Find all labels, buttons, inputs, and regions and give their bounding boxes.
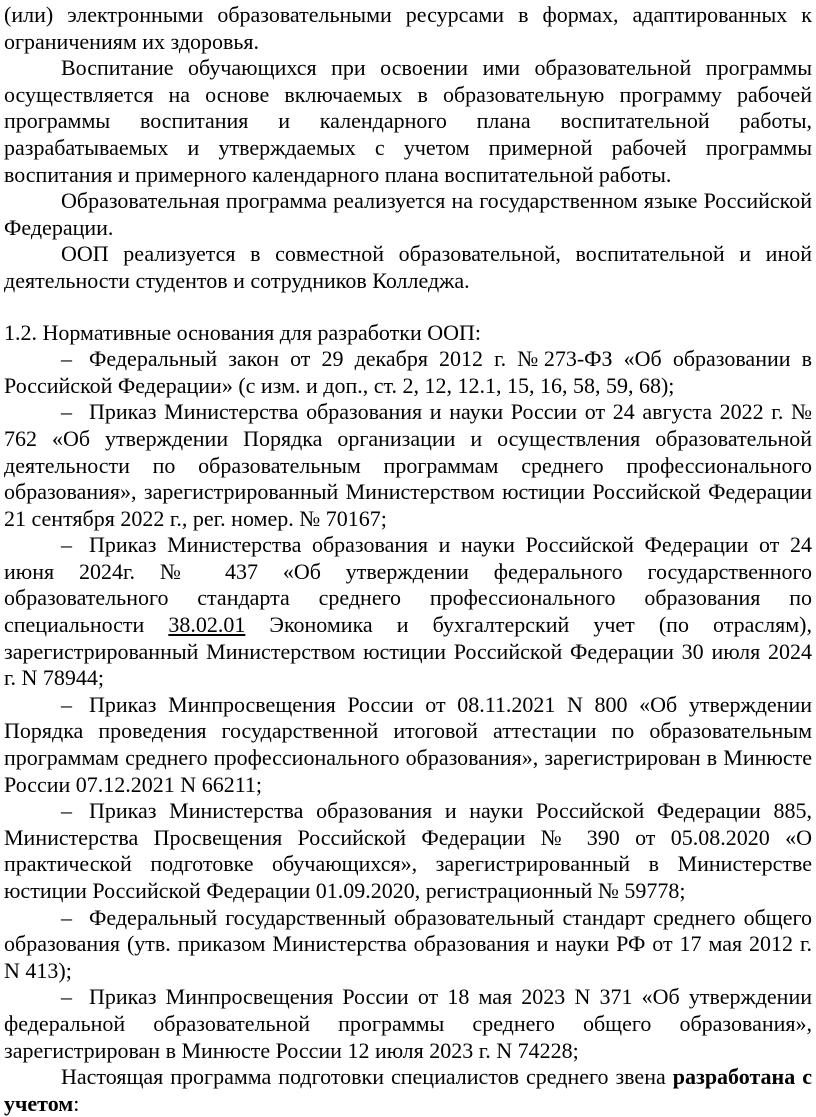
- list-item-order-762: [4, 399, 812, 532]
- paragraph-joint-activity: ООП реализуется в совместной образовательной, воспитательной и иной деятельности студентов и сотрудников Колледжа.: [4, 241, 812, 293]
- list-dash: –: [61, 984, 72, 1010]
- list-item-text: Приказ Министерства образования и науки Российской Федерации от 24 июня 2024г. № 437 «Об утверждении федерального государственного образовательного стандарта среднего профессионального образования по специальности: [4, 532, 812, 638]
- list-item-text: Приказ Минпросвещения России от 18 мая 2023 N 371 «Об утверждении федеральной образовательной программы среднего общего образования», зарегистрирован в Минюсте России 12 июля 2023 г. N 74228;: [4, 984, 812, 1063]
- paragraph-state-language: Образовательная программа реализуется на государственном языке Российской Федерации.: [4, 188, 812, 240]
- list-item-order-885: [4, 798, 812, 904]
- list-item-fgos-soo: [4, 905, 812, 985]
- list-dash: –: [61, 904, 72, 930]
- list-item-text: Федеральный государственный образовательный стандарт среднего общего образования (утв. приказом Министерства образования и науки РФ от 17 мая 2012 г. N 413);: [4, 904, 812, 983]
- list-dash: –: [61, 532, 72, 558]
- closing-paragraph: [4, 1064, 812, 1117]
- list-item-text: Экономика и бухгалтерский учет (по отраслям), зарегистрированный Министерством юстиции Российской Федерации 30 июля 2024 г. N 78944;: [4, 612, 812, 691]
- paragraph-continuation: (или) электронными образовательными ресурсами в формах, адаптированных к ограничениям их здоровья.: [4, 2, 812, 54]
- closing-bold-text: разработана с учетом: [4, 1064, 813, 1116]
- list-item-text: Приказ Министерства образования и науки Российской Федерации 885, Министерства Просвещения Российской Федерации № 390 от 05.08.2020 «О практической подготовке обучающихся», зарегистрированный в Министерстве юстиции Российской Федерации 01.09.2020, регистрационный № 59778;: [4, 798, 812, 903]
- closing-text: Настоящая программа подготовки специалистов среднего звена: [61, 1064, 673, 1090]
- specialty-code: 38.02.01: [168, 612, 246, 638]
- paragraph-upbringing: Воспитание обучающихся при освоении ими образовательной программы осуществляется на основе включаемых в образовательную программу рабочей программы воспитания и календарного плана воспитательной работы, разрабатываемых и утверждаемых с учетом примерной рабочей программы воспитания и примерного календарного плана воспитательной работы.: [4, 55, 812, 187]
- list-item-text: Приказ Минпросвещения России от 08.11.2021 N 800 «Об утверждении Порядка проведения государственной итоговой аттестации по образовательным программам среднего профессионального образования», зарегистрирован в Минюсте России 07.12.2021 N 66211;: [4, 691, 812, 797]
- list-item-order-437: [4, 532, 812, 692]
- list-item-order-800: [4, 692, 812, 798]
- closing-colon: :: [73, 1090, 80, 1116]
- list-item-federal-law: [4, 346, 812, 399]
- list-dash: –: [61, 346, 72, 372]
- list-item-text: Федеральный закон от 29 декабря 2012 г. №273-ФЗ «Об образовании в Российской Федерации» (с изм. и доп., ст. 2, 12, 12.1, 15, 16, 58, 59, 68);: [4, 346, 812, 398]
- list-dash: –: [61, 798, 72, 824]
- list-dash: –: [61, 691, 72, 717]
- list-item-text: Приказ Министерства образования и науки России от 24 августа 2022 г. № 762 «Об утверждении Порядка организации и осуществления образовательной деятельности по образовательным программам среднего профессионального образования», зарегистрированный Министерством юстиции Российской Федерации 21 сентября 2022 г., рег. номер. № 70167;: [4, 399, 812, 531]
- list-dash: –: [61, 399, 72, 425]
- section-heading: 1.2. Нормативные основания для разработки ООП:: [4, 319, 481, 345]
- list-item-order-371: [4, 984, 812, 1064]
